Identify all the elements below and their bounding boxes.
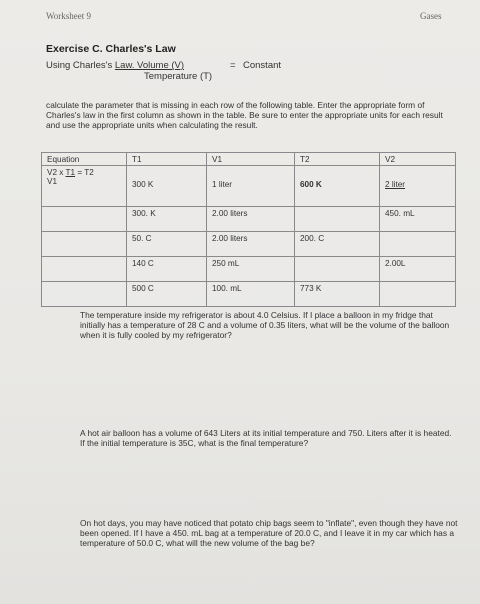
v1-cell: 100. mL <box>207 282 295 307</box>
example-t1: 300 K <box>127 166 207 207</box>
header-worksheet-label: Worksheet 9 <box>46 11 92 21</box>
exercise-title: Exercise C. Charles's Law <box>46 43 176 55</box>
example-equation-cell <box>42 166 127 207</box>
question-potato-chip-bag: On hot days, you may have noticed that potato chip bags seem to "inflate", even though they have not been opened. If I have a 450. mL bag at a temperature of 20.0 C, and I leave it in my car which has a temperature of 50.0 C, what will the new volume of the bag be? <box>80 518 458 548</box>
t2-answer-cell[interactable] <box>295 257 380 282</box>
t1-cell: 50. C <box>127 232 207 257</box>
question-refrigerator-balloon: The temperature inside my refrigerator is about 4.0 Celsius. If I place a balloon in my fridge that initially has a temperature of 28 C and a volume of 0.35 liters, what will be the volume of the balloon when it is fully cooled by my refrigerator? <box>80 310 450 340</box>
law-statement <box>46 60 184 71</box>
header-t2: T2 <box>295 153 380 166</box>
table-row <box>42 207 456 232</box>
example-t2: 600 K <box>295 166 380 207</box>
v1-cell: 2.00 liters <box>207 232 295 257</box>
t2-cell: 773 K <box>295 282 380 307</box>
example-v1: 1 liter <box>207 166 295 207</box>
equation-input-cell[interactable] <box>42 232 127 257</box>
header-equation: Equation <box>42 153 127 166</box>
header-topic-label: Gases <box>420 11 442 21</box>
table-row <box>42 166 456 207</box>
example-v2: 2 liter <box>380 166 456 207</box>
law-constant: Constant <box>243 60 282 71</box>
header-t1: T1 <box>127 153 207 166</box>
table-row <box>42 257 456 282</box>
t2-answer-cell[interactable] <box>295 207 380 232</box>
table-header-row <box>42 153 456 166</box>
example-equation-line: V2 x T1 = T2 <box>47 168 94 177</box>
law-denominator: Temperature (T) <box>144 71 213 82</box>
t1-cell: 140 C <box>127 257 207 282</box>
question-hot-air-balloon: A hot air balloon has a volume of 643 Liters at its initial temperature and 750. Liters after it is heated. If the initial temperature is 35C, what is the final temperature? <box>80 428 452 448</box>
header-v1: V1 <box>207 153 295 166</box>
equation-input-cell[interactable] <box>42 282 127 307</box>
t2-cell: 200. C <box>295 232 380 257</box>
v2-answer-cell[interactable] <box>380 232 456 257</box>
equation-input-cell[interactable] <box>42 207 127 232</box>
t1-cell: 500 C <box>127 282 207 307</box>
v1-cell: 250 mL <box>207 257 295 282</box>
v1-cell: 2.00 liters <box>207 207 295 232</box>
v2-cell: 2.00L <box>380 257 456 282</box>
instructions-paragraph: calculate the parameter that is missing in each row of the following table. Enter the appropriate form of Charles's law in the first column as shown in the table. Be sure to enter the appropriate units for each result and use the appropriate units when calculating the result. <box>46 100 443 130</box>
example-equation-denominator: V1 <box>47 177 58 186</box>
law-prefix: Using Charles's <box>46 60 115 71</box>
v2-cell: 450. mL <box>380 207 456 232</box>
header-v2: V2 <box>380 153 456 166</box>
law-numerator: Law. Volume (V) <box>114 60 185 71</box>
equation-input-cell[interactable] <box>42 257 127 282</box>
law-equals-sign: = <box>230 60 236 71</box>
v2-answer-cell[interactable] <box>380 282 456 307</box>
table-row <box>42 232 456 257</box>
t1-cell: 300. K <box>127 207 207 232</box>
table-row <box>42 282 456 307</box>
charles-law-table <box>41 152 456 307</box>
